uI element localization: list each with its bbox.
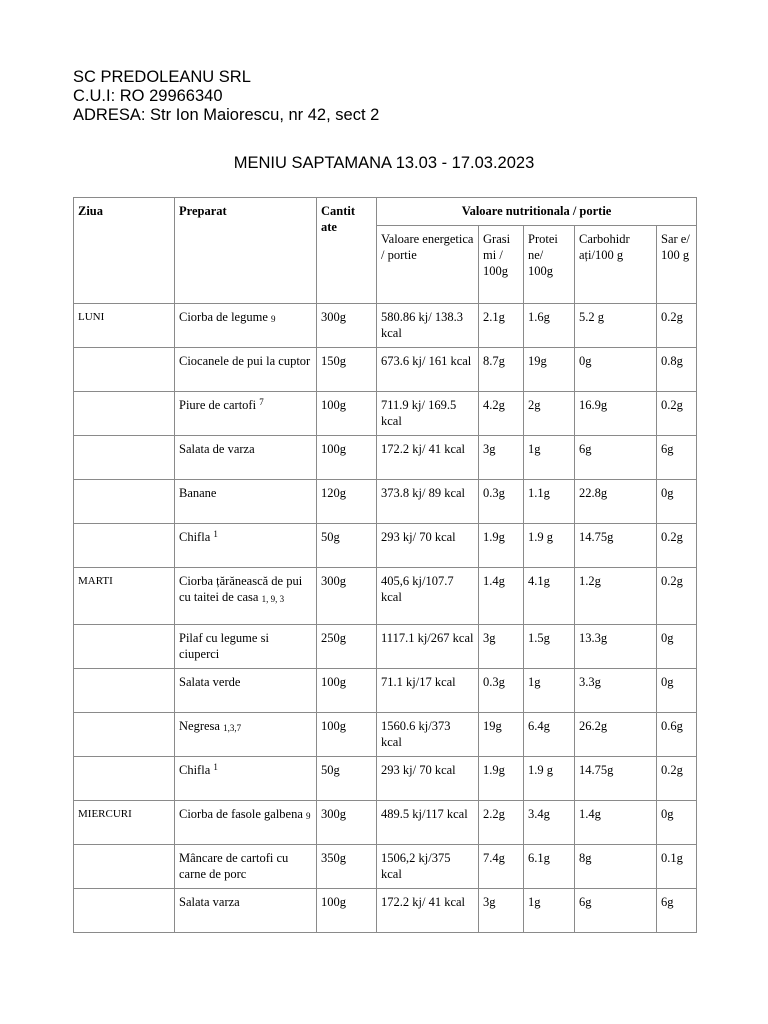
allergen-note: 1,3,7 bbox=[223, 723, 242, 733]
dish-name: Salata de varza bbox=[179, 442, 255, 456]
energy-cell: 673.6 kj/ 161 kcal bbox=[377, 348, 479, 392]
energy-cell: 1506,2 kj/375 kcal bbox=[377, 845, 479, 889]
protein-cell: 1g bbox=[524, 889, 575, 933]
col-header-grasimi: Grasi mi / 100g bbox=[479, 226, 524, 304]
energy-cell: 489.5 kj/117 kcal bbox=[377, 801, 479, 845]
table-row bbox=[74, 304, 697, 348]
col-header-ziua: Ziua bbox=[74, 198, 175, 304]
table-row bbox=[74, 348, 697, 392]
day-cell bbox=[74, 436, 175, 480]
col-header-energie: Valoare energetica / portie bbox=[377, 226, 479, 304]
col-header-cantitate: Cantit ate bbox=[317, 198, 377, 304]
day-cell bbox=[74, 713, 175, 757]
day-cell bbox=[74, 348, 175, 392]
day-cell bbox=[74, 845, 175, 889]
dish-cell bbox=[175, 669, 317, 713]
table-row bbox=[74, 524, 697, 568]
energy-cell: 293 kj/ 70 kcal bbox=[377, 757, 479, 801]
menu-table-body bbox=[74, 304, 697, 933]
carbs-cell: 14.75g bbox=[575, 757, 657, 801]
allergen-note: 7 bbox=[259, 397, 264, 407]
fat-cell: 3g bbox=[479, 625, 524, 669]
protein-cell: 3.4g bbox=[524, 801, 575, 845]
table-row bbox=[74, 480, 697, 524]
dish-cell bbox=[175, 568, 317, 625]
company-name: SC PREDOLEANU SRL bbox=[73, 68, 251, 86]
dish-name: Ciorba țărănească de pui cu taitei de casa bbox=[179, 574, 303, 604]
quantity-cell: 300g bbox=[317, 801, 377, 845]
day-cell bbox=[74, 889, 175, 933]
dish-cell bbox=[175, 801, 317, 845]
protein-cell: 4.1g bbox=[524, 568, 575, 625]
carbs-cell: 1.2g bbox=[575, 568, 657, 625]
carbs-cell: 0g bbox=[575, 348, 657, 392]
protein-cell: 6.1g bbox=[524, 845, 575, 889]
protein-cell: 19g bbox=[524, 348, 575, 392]
energy-cell: 373.8 kj/ 89 kcal bbox=[377, 480, 479, 524]
dish-cell bbox=[175, 713, 317, 757]
col-header-preparat: Preparat bbox=[175, 198, 317, 304]
menu-table bbox=[73, 197, 697, 933]
day-cell bbox=[74, 757, 175, 801]
quantity-cell: 350g bbox=[317, 845, 377, 889]
day-cell bbox=[74, 524, 175, 568]
fat-cell: 0.3g bbox=[479, 480, 524, 524]
table-row bbox=[74, 757, 697, 801]
energy-cell: 172.2 kj/ 41 kcal bbox=[377, 889, 479, 933]
salt-cell: 0.2g bbox=[657, 568, 697, 625]
salt-cell: 0.2g bbox=[657, 304, 697, 348]
table-row bbox=[74, 625, 697, 669]
energy-cell: 1560.6 kj/373 kcal bbox=[377, 713, 479, 757]
energy-cell: 293 kj/ 70 kcal bbox=[377, 524, 479, 568]
allergen-note: 9 bbox=[306, 811, 311, 821]
energy-cell: 580.86 kj/ 138.3 kcal bbox=[377, 304, 479, 348]
dish-name: Chifla bbox=[179, 763, 211, 777]
energy-cell: 711.9 kj/ 169.5 kcal bbox=[377, 392, 479, 436]
col-header-carbohidrati: Carbohidr ați/100 g bbox=[575, 226, 657, 304]
salt-cell: 0.2g bbox=[657, 524, 697, 568]
protein-cell: 1.9 g bbox=[524, 757, 575, 801]
quantity-cell: 100g bbox=[317, 713, 377, 757]
fat-cell: 1.9g bbox=[479, 757, 524, 801]
fat-cell: 0.3g bbox=[479, 669, 524, 713]
dish-cell bbox=[175, 524, 317, 568]
dish-name: Negresa bbox=[179, 719, 220, 733]
day-cell: MARTI bbox=[74, 568, 175, 625]
fat-cell: 2.2g bbox=[479, 801, 524, 845]
salt-cell: 0.2g bbox=[657, 757, 697, 801]
salt-cell: 0.2g bbox=[657, 392, 697, 436]
quantity-cell: 100g bbox=[317, 392, 377, 436]
protein-cell: 1g bbox=[524, 669, 575, 713]
salt-cell: 6g bbox=[657, 889, 697, 933]
dish-name: Salata varza bbox=[179, 895, 240, 909]
fat-cell: 8.7g bbox=[479, 348, 524, 392]
table-row bbox=[74, 669, 697, 713]
dish-cell bbox=[175, 392, 317, 436]
dish-name: Chifla bbox=[179, 530, 211, 544]
fat-cell: 1.9g bbox=[479, 524, 524, 568]
salt-cell: 0g bbox=[657, 669, 697, 713]
dish-cell bbox=[175, 889, 317, 933]
salt-cell: 0.1g bbox=[657, 845, 697, 889]
allergen-note: 1, 9, 3 bbox=[261, 594, 285, 604]
dish-cell bbox=[175, 304, 317, 348]
fat-cell: 4.2g bbox=[479, 392, 524, 436]
day-cell: MIERCURI bbox=[74, 801, 175, 845]
carbs-cell: 6g bbox=[575, 436, 657, 480]
salt-cell: 0g bbox=[657, 480, 697, 524]
protein-cell: 2g bbox=[524, 392, 575, 436]
dish-cell bbox=[175, 757, 317, 801]
allergen-note: 9 bbox=[271, 314, 276, 324]
dish-name: Ciorba de legume bbox=[179, 310, 268, 324]
carbs-cell: 16.9g bbox=[575, 392, 657, 436]
day-cell: LUNI bbox=[74, 304, 175, 348]
table-row bbox=[74, 889, 697, 933]
energy-cell: 1117.1 kj/267 kcal bbox=[377, 625, 479, 669]
quantity-cell: 50g bbox=[317, 757, 377, 801]
protein-cell: 1.1g bbox=[524, 480, 575, 524]
fat-cell: 19g bbox=[479, 713, 524, 757]
protein-cell: 1g bbox=[524, 436, 575, 480]
dish-name: Banane bbox=[179, 486, 217, 500]
energy-cell: 405,6 kj/107.7 kcal bbox=[377, 568, 479, 625]
day-cell bbox=[74, 480, 175, 524]
energy-cell: 71.1 kj/17 kcal bbox=[377, 669, 479, 713]
dish-cell bbox=[175, 845, 317, 889]
carbs-cell: 14.75g bbox=[575, 524, 657, 568]
dish-name: Ciorba de fasole galbena bbox=[179, 807, 303, 821]
salt-cell: 0g bbox=[657, 625, 697, 669]
fat-cell: 2.1g bbox=[479, 304, 524, 348]
salt-cell: 0.8g bbox=[657, 348, 697, 392]
quantity-cell: 300g bbox=[317, 304, 377, 348]
protein-cell: 6.4g bbox=[524, 713, 575, 757]
protein-cell: 1.6g bbox=[524, 304, 575, 348]
menu-title: MENIU SAPTAMANA 13.03 - 17.03.2023 bbox=[233, 154, 535, 172]
carbs-cell: 8g bbox=[575, 845, 657, 889]
dish-name: Salata verde bbox=[179, 675, 241, 689]
fat-cell: 3g bbox=[479, 889, 524, 933]
dish-name: Ciocanele de pui la cuptor bbox=[179, 354, 311, 368]
dish-cell bbox=[175, 436, 317, 480]
fat-cell: 1.4g bbox=[479, 568, 524, 625]
dish-name: Piure de cartofi bbox=[179, 398, 257, 412]
day-cell bbox=[74, 625, 175, 669]
protein-cell: 1.9 g bbox=[524, 524, 575, 568]
carbs-cell: 22.8g bbox=[575, 480, 657, 524]
quantity-cell: 100g bbox=[317, 436, 377, 480]
table-row bbox=[74, 392, 697, 436]
table-row bbox=[74, 568, 697, 625]
table-row bbox=[74, 801, 697, 845]
dish-cell bbox=[175, 348, 317, 392]
quantity-cell: 120g bbox=[317, 480, 377, 524]
salt-cell: 0g bbox=[657, 801, 697, 845]
day-cell bbox=[74, 392, 175, 436]
quantity-cell: 250g bbox=[317, 625, 377, 669]
protein-cell: 1.5g bbox=[524, 625, 575, 669]
table-row bbox=[74, 713, 697, 757]
fat-cell: 3g bbox=[479, 436, 524, 480]
company-cui: C.U.I: RO 29966340 bbox=[73, 87, 223, 105]
dish-cell bbox=[175, 480, 317, 524]
company-address: ADRESA: Str Ion Maiorescu, nr 42, sect 2 bbox=[73, 106, 380, 124]
salt-cell: 6g bbox=[657, 436, 697, 480]
quantity-cell: 100g bbox=[317, 669, 377, 713]
company-header bbox=[73, 68, 379, 125]
salt-cell: 0.6g bbox=[657, 713, 697, 757]
quantity-cell: 300g bbox=[317, 568, 377, 625]
dish-name: Mâncare de cartofi cu carne de porc bbox=[179, 851, 289, 881]
carbs-cell: 6g bbox=[575, 889, 657, 933]
dish-name: Pilaf cu legume si ciuperci bbox=[179, 631, 269, 661]
energy-cell: 172.2 kj/ 41 kcal bbox=[377, 436, 479, 480]
fat-cell: 7.4g bbox=[479, 845, 524, 889]
table-row bbox=[74, 436, 697, 480]
allergen-note: 1 bbox=[213, 762, 218, 772]
carbs-cell: 3.3g bbox=[575, 669, 657, 713]
col-header-sare: Sar e/ 100 g bbox=[657, 226, 697, 304]
table-row bbox=[74, 845, 697, 889]
allergen-note: 1 bbox=[213, 529, 218, 539]
quantity-cell: 50g bbox=[317, 524, 377, 568]
quantity-cell: 150g bbox=[317, 348, 377, 392]
col-header-valoare-nutritionala: Valoare nutritionala / portie bbox=[377, 198, 697, 226]
carbs-cell: 1.4g bbox=[575, 801, 657, 845]
col-header-proteine: Protei ne/ 100g bbox=[524, 226, 575, 304]
carbs-cell: 26.2g bbox=[575, 713, 657, 757]
day-cell bbox=[74, 669, 175, 713]
carbs-cell: 5.2 g bbox=[575, 304, 657, 348]
carbs-cell: 13.3g bbox=[575, 625, 657, 669]
dish-cell bbox=[175, 625, 317, 669]
quantity-cell: 100g bbox=[317, 889, 377, 933]
